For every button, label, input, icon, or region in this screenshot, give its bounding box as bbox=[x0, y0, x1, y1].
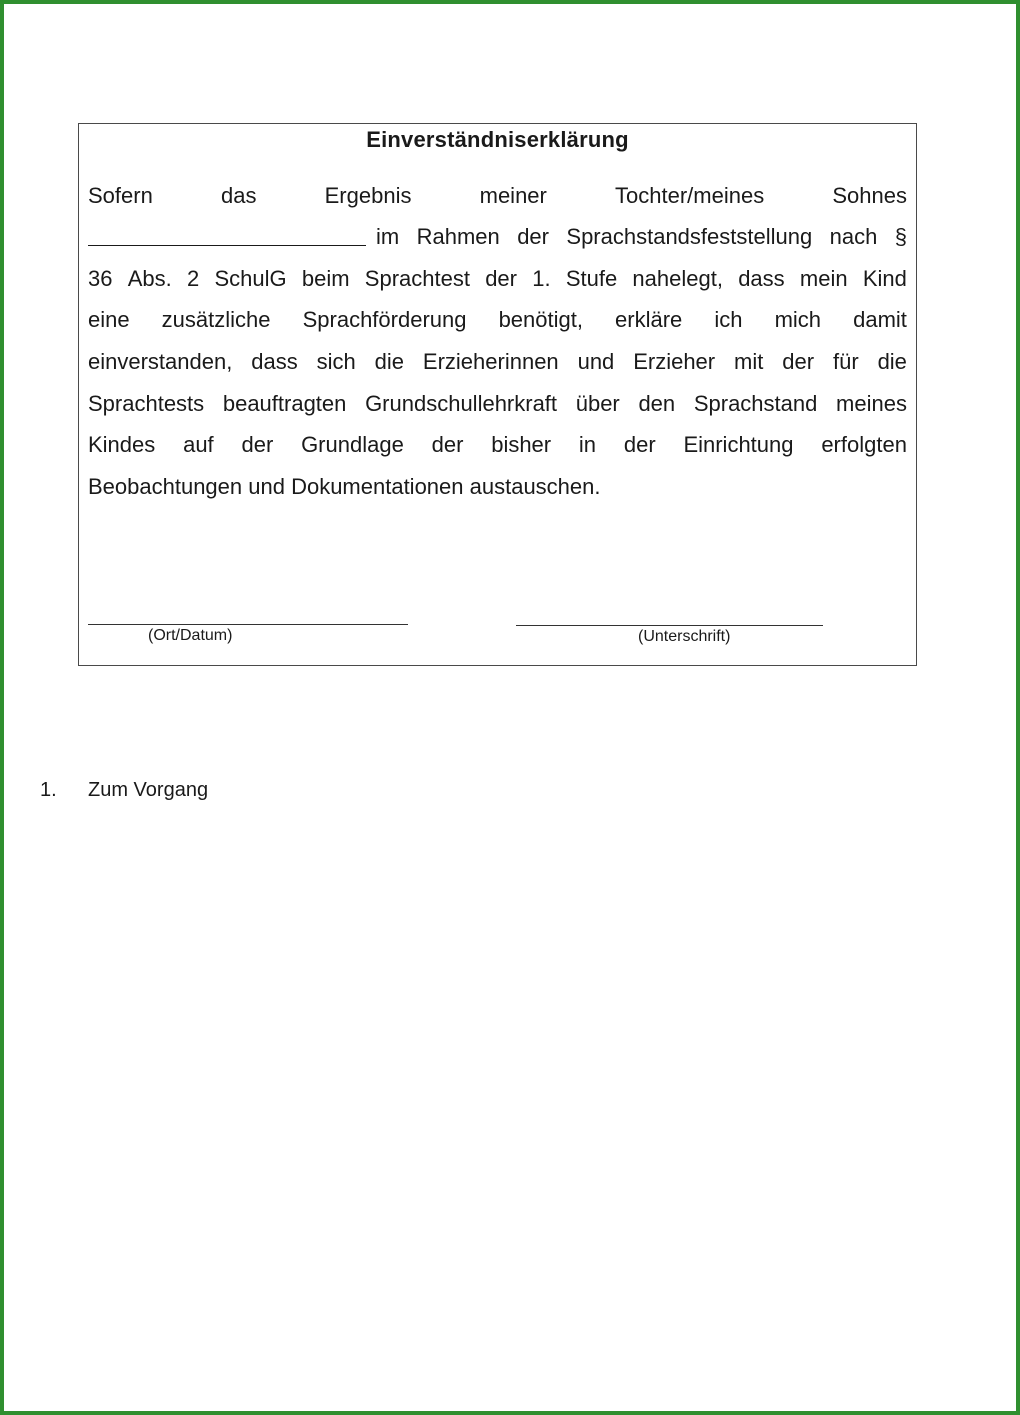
word: das bbox=[220, 183, 257, 208]
paragraph-line-6 bbox=[88, 390, 907, 418]
word: benötigt, bbox=[498, 307, 583, 332]
word: erkläre bbox=[615, 307, 683, 332]
word: eine bbox=[88, 307, 130, 332]
word: nach bbox=[829, 224, 878, 249]
word: mit bbox=[734, 349, 764, 374]
word: für bbox=[832, 349, 859, 374]
word: der bbox=[485, 266, 517, 291]
signature-line[interactable] bbox=[516, 625, 823, 626]
word: Sprachtests bbox=[88, 391, 205, 416]
paragraph-line-4 bbox=[88, 306, 907, 334]
word: nahelegt, bbox=[632, 266, 723, 291]
word: Abs. bbox=[127, 266, 172, 291]
word: ich bbox=[714, 307, 743, 332]
word: damit bbox=[853, 307, 907, 332]
place-date-label: (Ort/Datum) bbox=[148, 627, 233, 644]
word: 36 bbox=[88, 266, 113, 291]
signature-label: (Unterschrift) bbox=[638, 628, 731, 645]
word: die bbox=[877, 349, 907, 374]
word: dass bbox=[251, 349, 298, 374]
word: Einrichtung bbox=[683, 432, 794, 457]
word: § bbox=[894, 224, 907, 249]
word: Kindes bbox=[88, 432, 156, 457]
word: zusätzliche bbox=[161, 307, 271, 332]
word: dass bbox=[738, 266, 785, 291]
word: der bbox=[782, 349, 815, 374]
word: Erzieherinnen bbox=[422, 349, 559, 374]
word: Sofern bbox=[88, 183, 153, 208]
paragraph-line-7 bbox=[88, 431, 907, 459]
word: auf bbox=[183, 432, 214, 457]
word: Stufe bbox=[565, 266, 618, 291]
word: 1. bbox=[532, 266, 551, 291]
word: beauftragten bbox=[222, 391, 347, 416]
word: Ergebnis bbox=[324, 183, 412, 208]
consent-form-box bbox=[78, 123, 917, 666]
word: Grundlage bbox=[301, 432, 404, 457]
word: erfolgten bbox=[821, 432, 907, 457]
word: einverstanden, bbox=[88, 349, 233, 374]
word: Grundschullehrkraft bbox=[365, 391, 558, 416]
word: Kind bbox=[862, 266, 907, 291]
word: meines bbox=[836, 391, 907, 416]
list-item-number: 1. bbox=[40, 779, 57, 801]
word: der bbox=[623, 432, 656, 457]
word: bisher bbox=[491, 432, 552, 457]
paragraph-line-5 bbox=[88, 348, 907, 376]
paragraph-line-8: Beobachtungen und Dokumentationen austauschen. bbox=[88, 474, 601, 499]
word: Sprachstandsfeststellung bbox=[566, 224, 813, 249]
word: der bbox=[431, 432, 464, 457]
word: Sprachförderung bbox=[302, 307, 467, 332]
paragraph-line-2 bbox=[88, 223, 907, 251]
word: beim bbox=[301, 266, 350, 291]
word: in bbox=[578, 432, 597, 457]
word: Erzieher bbox=[633, 349, 716, 374]
word: Tochter/meines bbox=[615, 183, 765, 208]
child-name-blank[interactable] bbox=[88, 223, 366, 246]
word: sich bbox=[316, 349, 356, 374]
word: im bbox=[376, 224, 400, 249]
word: der bbox=[517, 224, 549, 249]
paragraph-line-3 bbox=[88, 265, 907, 293]
word: über bbox=[575, 391, 620, 416]
word: meiner bbox=[479, 183, 547, 208]
word: die bbox=[374, 349, 405, 374]
word: Sprachtest bbox=[364, 266, 470, 291]
word: Rahmen bbox=[416, 224, 500, 249]
word: den bbox=[638, 391, 676, 416]
word: 2 bbox=[186, 266, 200, 291]
place-date-line[interactable] bbox=[88, 624, 408, 625]
word: SchulG bbox=[214, 266, 287, 291]
word: mein bbox=[799, 266, 848, 291]
word: Sohnes bbox=[832, 183, 907, 208]
paragraph-line-1 bbox=[88, 182, 907, 210]
word: und bbox=[577, 349, 615, 374]
word: Sprachstand bbox=[693, 391, 818, 416]
list-item-text: Zum Vorgang bbox=[88, 779, 209, 801]
form-title: Einverständniserklärung bbox=[366, 127, 629, 152]
word: mich bbox=[774, 307, 822, 332]
paragraph-line-2-text bbox=[376, 223, 907, 251]
word: der bbox=[241, 432, 274, 457]
